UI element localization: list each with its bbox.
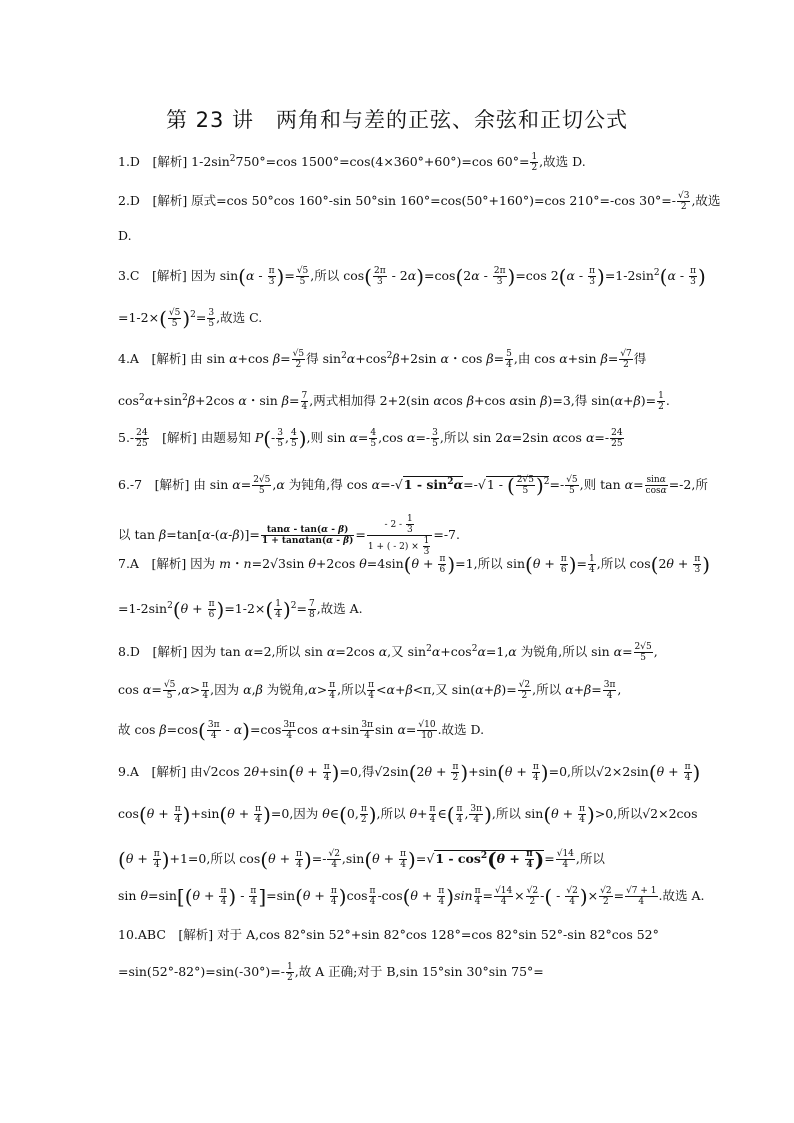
answer-line: 2.D [解析] 原式=cos 50°cos 160°-sin 50°sin 160°=cos(50°+160°)=cos 210°=-cos 30°=- $\frac{√3}{2}$ ,故选 — [118, 191, 721, 212]
answer-line: =sin(52°-82°)=sin(-30°)=- $\frac{1}{2}$ ,故 A 正确;对于 B,sin 15°sin 30°sin 75°= — [118, 962, 544, 983]
answer-line: 4.A [解析] 由 sin α+cos β= $\frac{√5}{2}$ 得 $\sin^2\alpha+\cos^2\beta+2\sin$ α・cos β= $\frac{5}{4}$ ,由 cos α+sin β= $\frac{√7}{2}$ 得 — [118, 349, 647, 371]
answer-line: sin θ=sin[(θ + $\frac{\pi}{4}$ ) - $\frac{\pi}{4}$ ]=sin(θ + $\frac{\pi}{4}$ )cos $\frac{\pi}{4}$ -cos(θ + $\frac{\pi}{4}$ )sin $\frac{\pi}{4}$ = $\frac{√14}{4}$ × $\frac{√2}{2}$ -( - $\frac{√2}{4}$ )× $\frac{√2}{2}$ = $\frac{√7 + 1}{4}$ .故选 A. — [118, 884, 705, 909]
answer-line: 9.A [解析] 由√2cos 2θ+sin(θ + $\frac{\pi}{4}$ )=0,得√2sin(2θ + $\frac{\pi}{2}$ )+sin(θ + $\frac{\pi}{4}$ )=0,所以√2×2sin(θ + $\frac{\pi}{4}$ ) — [118, 760, 701, 785]
answer-line: (θ + $\frac{\pi}{4}$ )+1=0,所以 cos(θ + $\frac{\pi}{4}$ )=- $\frac{√2}{4}$ ,sin(θ + $\frac{\pi}{4}$ )$=√1 - \cos^2(\theta$ + $\frac{\pi}{4}$ )= $\frac{√14}{4}$ ,所以 — [118, 847, 605, 872]
answer-line: $\cos^2\alpha+\sin^2\beta+2\cos$ α・sin β= $\frac{7}{4}$ ,两式相加得 2+2(sin αcos β+cos αsin β)=3,得 sin(α+β)= $\frac{1}{2}$ . — [118, 391, 670, 413]
answer-line: D. — [118, 228, 132, 243]
answer-line: 10.ABC [解析] 对于 A,cos 82°sin 52°+sin 82°cos 128°=cos 82°sin 52°-sin 82°cos 52° — [118, 927, 659, 942]
answer-line: 5.- $\frac{24}{25}$ [解析] 由题易知 P(- $\frac{3}{5}$ , $\frac{4}{5}$ ),则 sin α= $\frac{4}{5}$ ,cos α=- $\frac{3}{5}$ ,所以 sin 2α=2sin αcos α=- $\frac{24}{25}$ — [118, 426, 623, 451]
answer-line: cos α= $\frac{√5}{5}$ ,α> $\frac{\pi}{4}$ ,因为 α,β 为锐角,α> $\frac{\pi}{4}$ ,所以 $\frac{\pi}{4}$ <α+β<π,又 sin(α+β)= $\frac{√2}{2}$ ,所以 α+β= $\frac{3\pi}{4}$ , — [118, 680, 622, 701]
answer-line: 故 cos β=cos( $\frac{3\pi}{4}$ - α)=cos $\frac{3\pi}{4}$ cos α+sin $\frac{3\pi}{4}$ sin α= $\frac{√10}{10}$ .故选 D. — [118, 718, 485, 743]
answer-line: 以 tan β=tan[α-(α-β)]= $\frac{\tan\alpha - \tan(\alpha - \beta)}{1 + \tan\alpha\tan(\alpha - \beta)}$ = - 2 - $\frac{1}{3}$ 1 + ( - 2) × $\frac{1}{3}$ =-7. — [118, 514, 460, 557]
answer-line: =1-2×( $\frac{√5}{5}$ )$^2$= $\frac{3}{5}$ ,故选 C. — [118, 306, 263, 331]
answer-line: 3.C [解析] 因为 sin(α - $\frac{\pi}{3}$ )= $\frac{√5}{5}$ ,所以 cos( $\frac{2\pi}{3}$ - 2α)=cos(2α - $\frac{2\pi}{3}$ )=cos 2(α - $\frac{\pi}{3}$ )$=1-2\sin^2(\alpha$ - $\frac{\pi}{3}$ ) — [118, 264, 706, 289]
answer-line: 7.A [解析] 因为 m・n=2√3sin θ+2cos θ=4sin(θ + $\frac{\pi}{6}$ )=1,所以 sin(θ + $\frac{\pi}{6}$ )= $\frac{1}{4}$ ,所以 cos(2θ + $\frac{\pi}{3}$ ) — [118, 552, 711, 577]
page-title: 第 23 讲 两角和与差的正弦、余弦和正切公式 — [165, 108, 629, 132]
answer-line: $=1-2\sin^2(\theta$ + $\frac{\pi}{6}$ )=1-2×( $\frac{1}{4}$ )$^2$= $\frac{7}{8}$ ,故选 A. — [118, 597, 363, 622]
answer-line: 6.-7 [解析] 由 sin α= $\frac{2√5}{5}$ ,α 为钝角,得 $\cos \alpha=-√1 - \sin^2\alpha=-√1$ - ( $\frac{2√5}{5}$ )$^2$=- $\frac{√5}{5}$ ,则 tan α= $\frac{\sin\alpha}{\cos\alpha}$ =-2,所 — [118, 473, 708, 498]
answer-line: 8.D [解析] 因为 tan α=2,所以 sin α=2cos α,又 $\sin^2\alpha+\cos^2\alpha=1,\alpha$ 为锐角,所以 sin α= $\frac{2√5}{5}$ , — [118, 642, 658, 664]
answer-line: 1.D [解析] $1-2\sin^2750^\circ=\cos$ 1500°=cos(4×360°+60°)=cos 60°= $\frac{1}{2}$ ,故选 D. — [118, 152, 586, 174]
answer-line: cos(θ + $\frac{\pi}{4}$ )+sin(θ + $\frac{\pi}{4}$ )=0,因为 θ∈(0, $\frac{\pi}{2}$ ),所以 θ+ $\frac{\pi}{4}$ ∈( $\frac{\pi}{4}$ , $\frac{3\pi}{4}$ ),所以 sin(θ + $\frac{\pi}{4}$ )>0,所以√2×2cos — [118, 802, 698, 827]
